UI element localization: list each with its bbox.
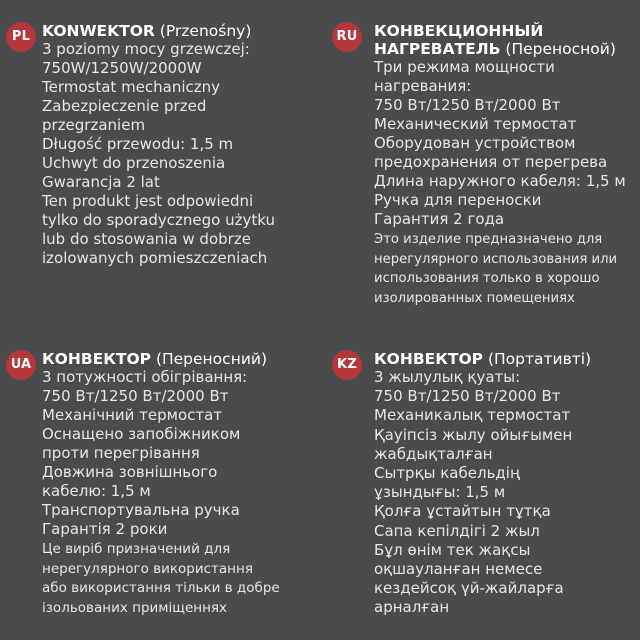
spec-line: арналған — [374, 598, 450, 617]
spec-line: Termostat mechaniczny — [42, 78, 221, 96]
spec-line: Uchwyt do przenoszenia — [42, 154, 226, 172]
title-main-ua: КОНВЕКТОР — [42, 350, 151, 368]
section-title-kz — [374, 350, 640, 368]
spec-list-kz — [374, 368, 640, 618]
spec-line: оқшауланған немесе — [374, 560, 543, 579]
spec-line: Zabezpieczenie przed — [42, 97, 207, 115]
section-title-ru — [374, 22, 640, 58]
spec-line: Транспортувальна ручка — [42, 501, 240, 519]
section-pl — [6, 22, 306, 268]
spec-line: ұзындығы: 1,5 м — [374, 483, 506, 502]
section-ua — [6, 350, 316, 617]
spec-line: lub do stosowania w dobrze — [42, 230, 251, 248]
section-title-ua — [42, 350, 316, 368]
spec-line: izolowanych pomieszczeniach — [42, 249, 268, 267]
spec-line: Бұл өнім тек жақсы — [374, 540, 531, 559]
section-body-kz — [374, 350, 640, 618]
note-line: нерегулярного використання — [42, 560, 253, 577]
note-line: нерегулярного использования или — [374, 251, 618, 267]
spec-line: Длина наружного кабеля: 1,5 м — [374, 172, 626, 190]
spec-line: проти перегрівання — [42, 444, 200, 462]
spec-line: 750 Вт/1250 Вт/2000 Вт — [374, 96, 561, 114]
spec-line: Оборудован устройством — [374, 134, 576, 152]
spec-line: Қауіпсіз жылу ойығымен — [374, 425, 573, 444]
spec-line: tylko do sporadycznego użytku — [42, 211, 275, 229]
spec-line: Три режима мощности — [374, 58, 555, 76]
language-badge-ua: UA — [6, 350, 36, 380]
title-sub-ru: (Переносной) — [505, 40, 616, 58]
note-line: ізольованих приміщеннях — [42, 599, 228, 616]
note-line: изолированных помещениях — [374, 290, 575, 306]
spec-line: Механикалық термостат — [374, 406, 571, 425]
spec-line: przegrzaniem — [42, 116, 146, 134]
spec-line: 750 Вт/1250 Вт/2000 Вт — [374, 387, 561, 406]
spec-line: жабдықталған — [374, 444, 493, 463]
language-badge-ru: RU — [332, 22, 362, 52]
spec-line: кабелю: 1,5 м — [42, 482, 151, 500]
section-title-pl — [42, 22, 306, 40]
spec-line: Механический термостат — [374, 115, 577, 133]
spec-line: 750W/1250W/2000W — [42, 59, 202, 77]
title-main-pl: KONWEKTOR — [42, 22, 155, 40]
spec-line: Ручка для переноски — [374, 191, 542, 209]
section-ru — [332, 22, 640, 307]
title-sub-kz: (Портативті) — [487, 350, 592, 368]
section-body-ua — [42, 350, 316, 617]
spec-line: 3 жылулық қуаты: — [374, 368, 521, 386]
title-main-kz: КОНВЕКТОР — [374, 350, 483, 368]
spec-line: кездейсоқ үй-жайларға — [374, 579, 564, 598]
spec-line: Ten produkt jest odpowiedni — [42, 192, 254, 210]
spec-line: Гарантія 2 роки — [42, 520, 168, 538]
spec-line: Қолға ұстайтын тұтқа — [374, 502, 551, 521]
spec-line: предохранения от перегрева — [374, 153, 608, 171]
language-badge-pl: PL — [6, 22, 36, 52]
spec-line: Механічний термостат — [42, 406, 223, 424]
section-kz — [332, 350, 640, 618]
note-line: Это изделие предназначено для — [374, 232, 603, 247]
title-main2-ru: НАГРЕВАТЕЛЬ — [374, 40, 501, 58]
section-body-pl — [42, 22, 306, 268]
title-main-ru: КОНВЕКЦИОННЫЙ — [374, 22, 544, 40]
spec-line: Gwarancja 2 lat — [42, 173, 160, 191]
title-sub-ua: (Переносний) — [155, 350, 268, 368]
spec-list-pl — [42, 40, 306, 268]
note-line: Це виріб призначений для — [42, 541, 231, 557]
spec-line: 3 потужності обігрівання: — [42, 368, 248, 386]
note-line: использования только в хорошо — [374, 271, 600, 286]
spec-line: Сытрқы кабельдің — [374, 464, 520, 483]
spec-line: Довжина зовнішнього — [42, 463, 218, 481]
section-body-ru — [374, 22, 640, 307]
spec-line: нагревания: — [374, 77, 472, 95]
spec-line: 3 poziomy mocy grzewczej: — [42, 40, 250, 58]
note-line: або використання тільки в добре — [42, 580, 280, 596]
spec-line: Długość przewodu: 1,5 m — [42, 135, 234, 153]
language-badge-kz: KZ — [332, 350, 362, 380]
spec-list-ua — [42, 368, 316, 617]
spec-line: Оснащено запобіжником — [42, 425, 241, 443]
title-sub-pl: (Przenośny) — [159, 22, 252, 40]
spec-line: Гарантия 2 года — [374, 210, 505, 228]
spec-list-ru — [374, 58, 640, 307]
spec-line: 750 Вт/1250 Вт/2000 Вт — [42, 387, 229, 405]
spec-line: Сапа кепілдігі 2 жыл — [374, 521, 540, 540]
